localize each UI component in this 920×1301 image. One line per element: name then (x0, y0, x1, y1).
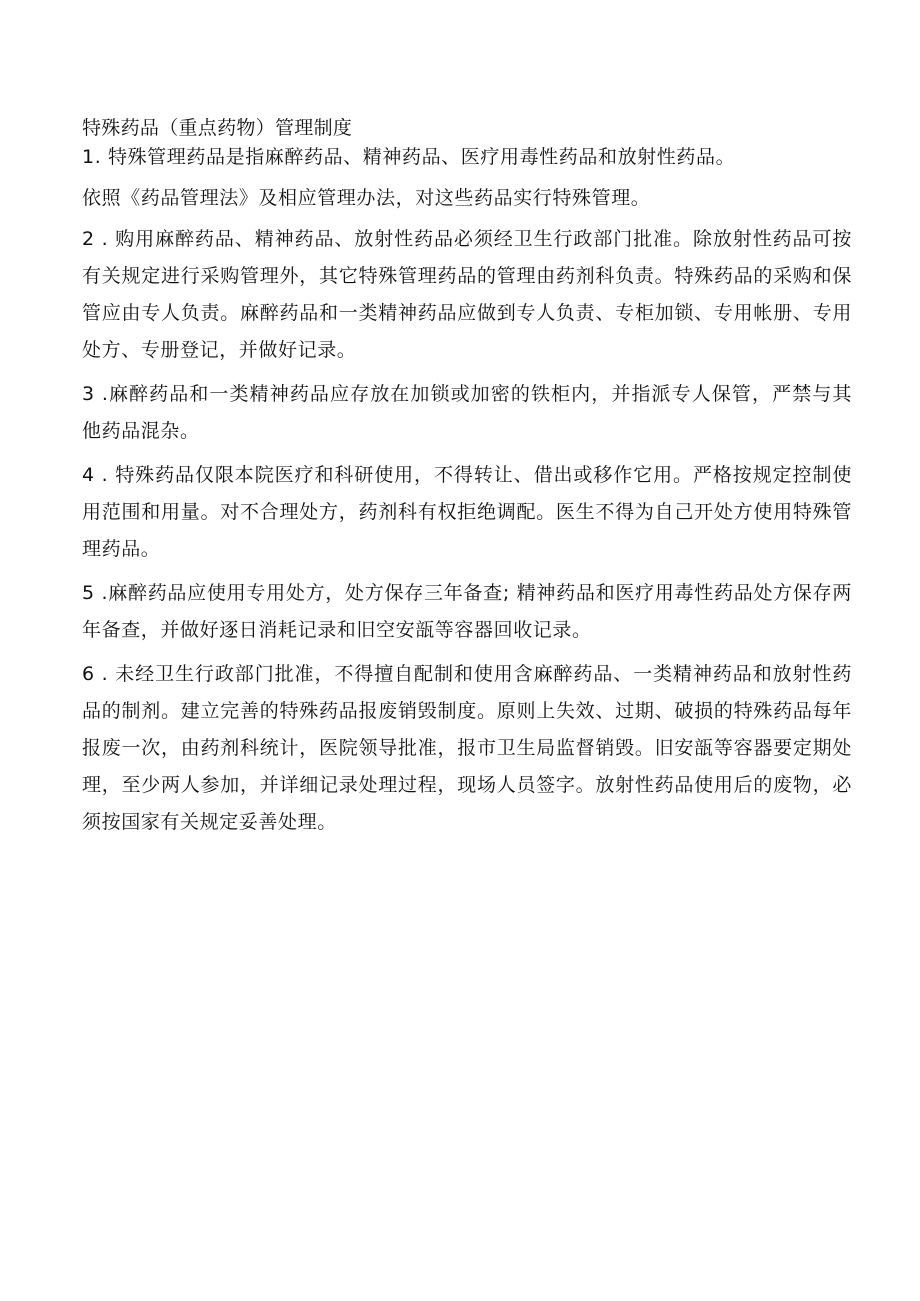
paragraph-1-continued: 依照《药品管理法》及相应管理办法，对这些药品实行特殊管理。 (82, 187, 651, 209)
document-title: 特殊药品（重点药物）管理制度 (82, 117, 353, 139)
paragraph-1: 1. 特殊管理药品是指麻醉药品、精神药品、医疗用毒性药品和放射性药品。 (82, 146, 736, 168)
paragraph-6: 6 . 未经卫生行政部门批准，不得擅自配制和使用含麻醉药品、一类精神药品和放射性药品的制剂。建立完善的特殊药品报废销毁制度。原则上失效、过期、破损的特殊药品每年报废一次，由药剂科统计，医院领导批准，报市卫生局监督销毁。旧安瓿等容器要定期处理，至少两人参加，并详细记录处理过程，现场人员签字。放射性药品使用后的废物，必须按国家有关规定妥善处理。 (82, 663, 852, 833)
paragraph-4: 4 . 特殊药品仅限本院医疗和科研使用，不得转让、借出或移作它用。严格按规定控制使用范围和用量。对不合理处方，药剂科有权拒绝调配。医生不得为自己开处方使用特殊管理药品。 (82, 464, 852, 560)
paragraph-2: 2 . 购用麻醉药品、精神药品、放射性药品必须经卫生行政部门批准。除放射性药品可按有关规定进行采购管理外，其它特殊管理药品的管理由药剂科负责。特殊药品的采购和保管应由专人负责。麻醉药品和一类精神药品应做到专人负责、专柜加锁、专用帐册、专用处方、专册登记，并做好记录。 (82, 228, 852, 361)
paragraph-3: 3 .麻醉药品和一类精神药品应存放在加锁或加密的铁柜内，并指派专人保管，严禁与其他药品混杂。 (82, 383, 852, 442)
paragraph-5: 5 .麻醉药品应使用专用处方，处方保存三年备查; 精神药品和医疗用毒性药品处方保存两年备查，并做好逐日消耗记录和旧空安瓿等容器回收记录。 (82, 582, 852, 641)
document-body (82, 114, 852, 841)
